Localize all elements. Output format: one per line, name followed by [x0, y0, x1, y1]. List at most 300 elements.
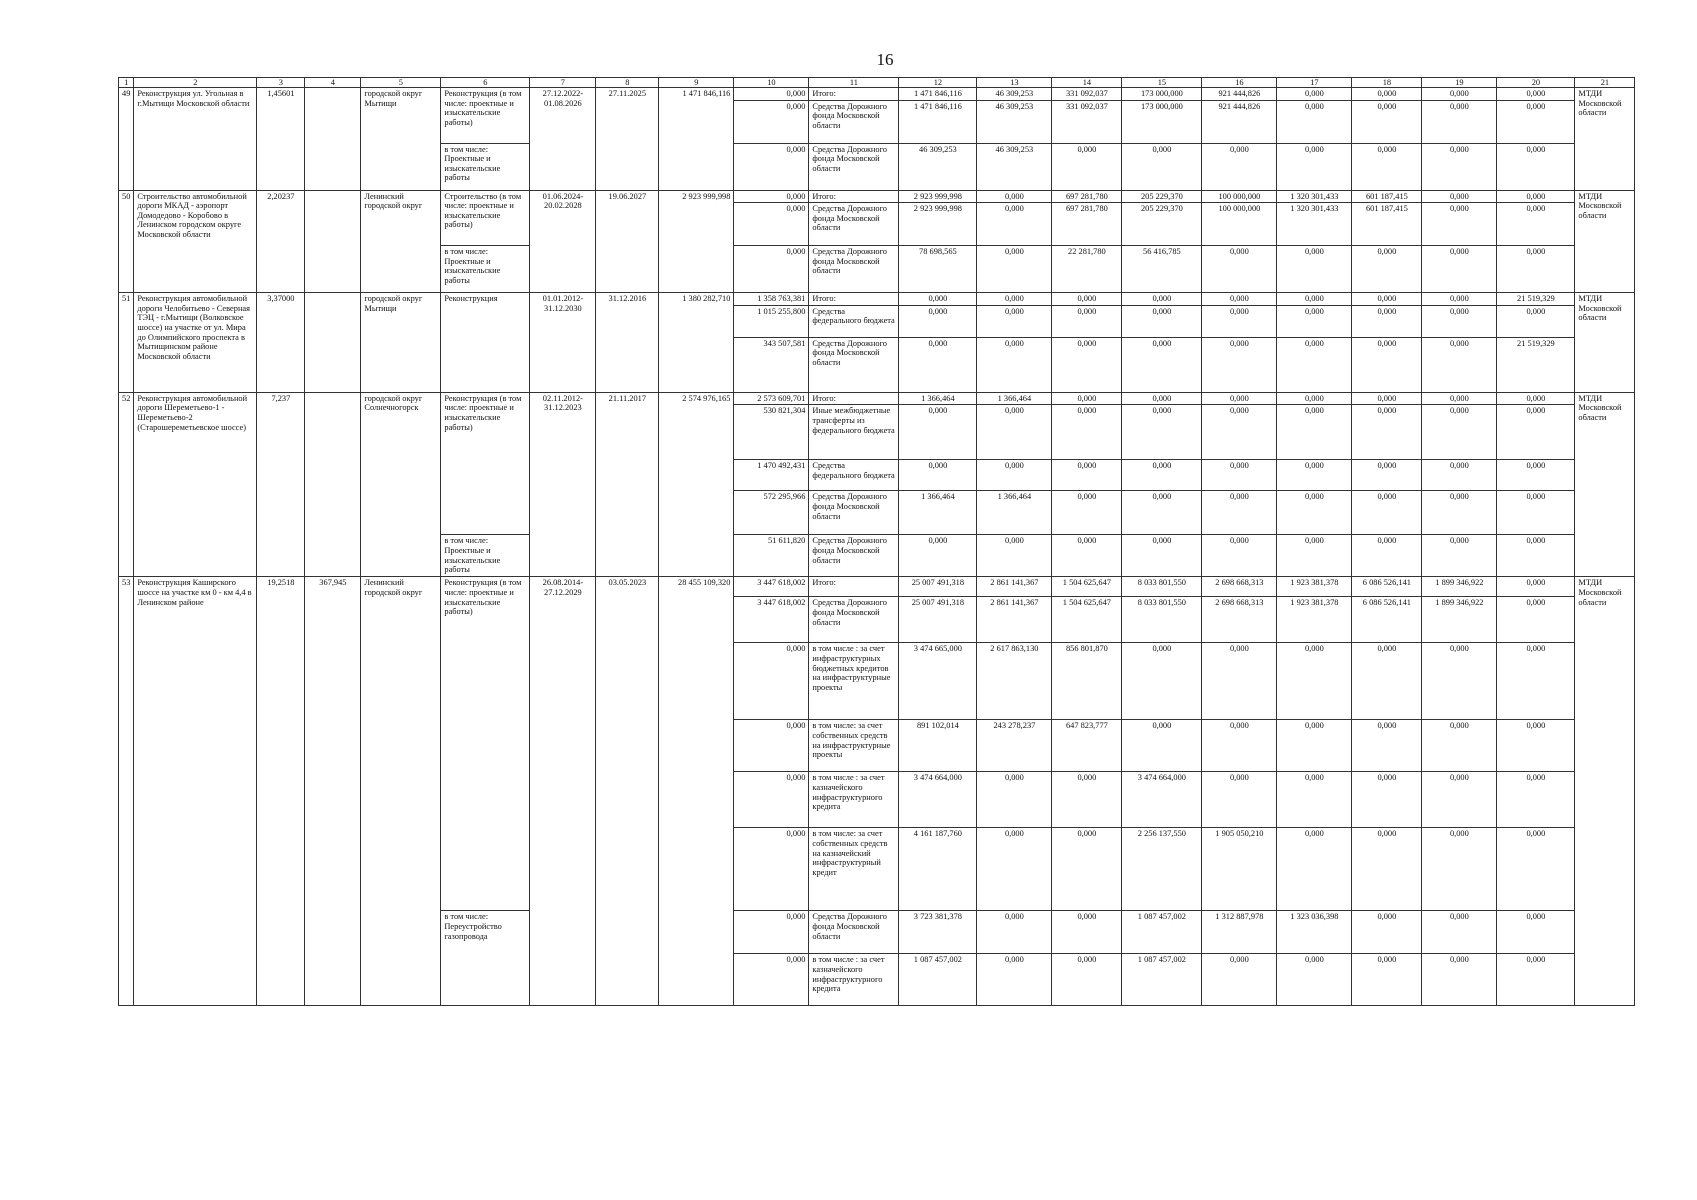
amount-cell: 0,000 — [1277, 491, 1352, 535]
amount-cell: 0,000 — [1422, 203, 1497, 246]
funding-source: Итого: — [809, 190, 899, 203]
investment-table-container — [118, 77, 1635, 1006]
amount-cell: 0,000 — [1497, 535, 1575, 577]
amount-cell: 0,000 — [1202, 392, 1277, 405]
amount-cell: 8 033 801,550 — [1122, 597, 1202, 643]
amount-cell: 0,000 — [1352, 143, 1422, 190]
amount-cell: 1 504 625,647 — [1052, 577, 1122, 597]
amount-cell: 0,000 — [1422, 720, 1497, 772]
amount-cell: 0,000 — [1052, 460, 1122, 491]
amount-cell: 0,000 — [1122, 460, 1202, 491]
deadline: 19.06.2027 — [596, 190, 659, 293]
amount-cell: 0,000 — [1202, 293, 1277, 306]
deadline: 03.05.2023 — [596, 577, 659, 1006]
row-number: 50 — [119, 190, 134, 293]
funded-before: 0,000 — [734, 100, 809, 143]
total-cost: 1 380 282,710 — [659, 293, 734, 393]
amount-cell: 0,000 — [977, 203, 1052, 246]
amount-cell: 1 366,464 — [977, 392, 1052, 405]
funding-source: Средства Дорожного фонда Московской области — [809, 246, 899, 293]
amount-cell: 0,000 — [1202, 772, 1277, 828]
amount-cell: 0,000 — [1202, 491, 1277, 535]
amount-cell: 0,000 — [1497, 100, 1575, 143]
amount-cell: 331 092,037 — [1052, 88, 1122, 101]
funded-before: 0,000 — [734, 720, 809, 772]
table-row — [119, 392, 1635, 405]
amount-cell: 1 923 381,378 — [1277, 597, 1352, 643]
length-value: 2,20237 — [257, 190, 305, 293]
amount-cell: 2 256 137,550 — [1122, 828, 1202, 911]
amount-cell: 1 905 050,210 — [1202, 828, 1277, 911]
amount-cell: 0,000 — [1277, 460, 1352, 491]
funded-before: 1 470 492,431 — [734, 460, 809, 491]
amount-cell: 0,000 — [1422, 100, 1497, 143]
amount-cell: 0,000 — [1422, 535, 1497, 577]
work-type: Реконструкция (в том числе: проектные и изыскательские работы) — [441, 577, 530, 911]
work-type-sub: в том числе: Переустройство газопровода — [441, 911, 530, 1006]
amount-cell: 0,000 — [1352, 720, 1422, 772]
funded-before: 1 015 255,800 — [734, 305, 809, 337]
column-header: 6 — [441, 78, 530, 88]
amount-cell: 0,000 — [1052, 143, 1122, 190]
amount-cell: 856 801,870 — [1052, 643, 1122, 720]
amount-cell: 0,000 — [977, 190, 1052, 203]
amount-cell: 0,000 — [977, 954, 1052, 1006]
amount-cell: 0,000 — [1052, 828, 1122, 911]
amount-cell: 0,000 — [977, 305, 1052, 337]
funded-before: 0,000 — [734, 828, 809, 911]
amount-cell: 1 320 301,433 — [1277, 190, 1352, 203]
amount-cell: 0,000 — [1277, 720, 1352, 772]
amount-cell: 2 923 999,998 — [899, 190, 977, 203]
table-row — [119, 88, 1635, 101]
amount-cell: 1 323 036,398 — [1277, 911, 1352, 954]
amount-cell: 78 698,565 — [899, 246, 977, 293]
column-number-row — [119, 78, 1635, 88]
amount-cell: 0,000 — [1277, 337, 1352, 392]
amount-cell: 3 474 665,000 — [899, 643, 977, 720]
amount-cell: 0,000 — [977, 293, 1052, 306]
funded-before: 0,000 — [734, 954, 809, 1006]
amount-cell: 0,000 — [1422, 88, 1497, 101]
amount-cell: 0,000 — [1052, 305, 1122, 337]
object-name: Реконструкция автомобильной дороги Шереметьево-1 - Шереметьево-2 (Старошереметьевское шоссе) — [134, 392, 257, 577]
amount-cell: 0,000 — [1052, 392, 1122, 405]
amount-cell: 1 366,464 — [899, 491, 977, 535]
amount-cell: 173 000,000 — [1122, 88, 1202, 101]
total-cost: 28 455 109,320 — [659, 577, 734, 1006]
amount-cell: 205 229,370 — [1122, 203, 1202, 246]
area-value — [305, 88, 361, 191]
column-header: 13 — [977, 78, 1052, 88]
row-number: 49 — [119, 88, 134, 191]
length-value: 3,37000 — [257, 293, 305, 393]
amount-cell: 0,000 — [1497, 643, 1575, 720]
amount-cell: 891 102,014 — [899, 720, 977, 772]
amount-cell: 21 519,329 — [1497, 337, 1575, 392]
funding-source: Средства Дорожного фонда Московской области — [809, 491, 899, 535]
column-header: 16 — [1202, 78, 1277, 88]
funding-source: в том числе : за счет казначейского инфраструктурного кредита — [809, 772, 899, 828]
amount-cell: 0,000 — [1277, 772, 1352, 828]
amount-cell: 0,000 — [1422, 305, 1497, 337]
amount-cell: 1 899 346,922 — [1422, 577, 1497, 597]
amount-cell: 0,000 — [1122, 305, 1202, 337]
amount-cell: 0,000 — [1122, 491, 1202, 535]
amount-cell: 0,000 — [1052, 491, 1122, 535]
column-header: 7 — [530, 78, 596, 88]
amount-cell: 0,000 — [1422, 190, 1497, 203]
work-type: Реконструкция — [441, 293, 530, 393]
column-header: 11 — [809, 78, 899, 88]
amount-cell: 0,000 — [899, 405, 977, 460]
amount-cell: 0,000 — [1202, 643, 1277, 720]
amount-cell: 0,000 — [1422, 143, 1497, 190]
amount-cell: 0,000 — [1052, 911, 1122, 954]
amount-cell: 0,000 — [1352, 88, 1422, 101]
amount-cell: 0,000 — [1122, 720, 1202, 772]
amount-cell: 0,000 — [1497, 460, 1575, 491]
amount-cell: 0,000 — [1422, 643, 1497, 720]
amount-cell: 0,000 — [1352, 392, 1422, 405]
column-header: 12 — [899, 78, 977, 88]
amount-cell: 2 923 999,998 — [899, 203, 977, 246]
amount-cell: 0,000 — [1497, 246, 1575, 293]
amount-cell: 6 086 526,141 — [1352, 597, 1422, 643]
amount-cell: 0,000 — [977, 535, 1052, 577]
funding-source: в том числе: за счет собственных средств на инфраструктурные проекты — [809, 720, 899, 772]
amount-cell: 0,000 — [1202, 305, 1277, 337]
funding-source: в том числе : за счет инфраструктурных бюджетных кредитов на инфраструктурные проекты — [809, 643, 899, 720]
amount-cell: 0,000 — [1052, 337, 1122, 392]
amount-cell: 0,000 — [1352, 405, 1422, 460]
amount-cell: 1 471 846,116 — [899, 88, 977, 101]
funding-source: Средства Дорожного фонда Московской области — [809, 911, 899, 954]
page-number: 16 — [876, 50, 894, 69]
amount-cell: 331 092,037 — [1052, 100, 1122, 143]
amount-cell: 0,000 — [1422, 293, 1497, 306]
row-number: 52 — [119, 392, 134, 577]
funded-before: 51 611,820 — [734, 535, 809, 577]
amount-cell: 0,000 — [1202, 405, 1277, 460]
amount-cell: 0,000 — [1422, 911, 1497, 954]
funding-source: Итого: — [809, 88, 899, 101]
column-header: 5 — [361, 78, 441, 88]
funded-before: 572 295,966 — [734, 491, 809, 535]
amount-cell: 0,000 — [1352, 535, 1422, 577]
funded-before: 2 573 609,701 — [734, 392, 809, 405]
object-name: Реконструкция Каширского шоссе на участке км 0 - км 4,4 в Ленинском районе — [134, 577, 257, 1006]
amount-cell: 0,000 — [1352, 246, 1422, 293]
amount-cell: 1 471 846,116 — [899, 100, 977, 143]
object-name: Строительство автомобильной дороги МКАД - аэропорт Домодедово - Коробово в Ленинском городском округе Московской области — [134, 190, 257, 293]
amount-cell: 0,000 — [977, 828, 1052, 911]
funded-before: 0,000 — [734, 772, 809, 828]
amount-cell: 0,000 — [1497, 491, 1575, 535]
amount-cell: 0,000 — [1277, 405, 1352, 460]
amount-cell: 4 161 187,760 — [899, 828, 977, 911]
funding-source: Средства федерального бюджета — [809, 460, 899, 491]
amount-cell: 0,000 — [1202, 954, 1277, 1006]
amount-cell: 0,000 — [1352, 954, 1422, 1006]
column-header: 10 — [734, 78, 809, 88]
funded-before: 0,000 — [734, 143, 809, 190]
amount-cell: 0,000 — [1277, 828, 1352, 911]
funded-before: 0,000 — [734, 246, 809, 293]
amount-cell: 0,000 — [1497, 954, 1575, 1006]
amount-cell: 0,000 — [1202, 460, 1277, 491]
work-type-sub: в том числе: Проектные и изыскательские работы — [441, 535, 530, 577]
table-row — [119, 293, 1635, 306]
amount-cell: 0,000 — [1202, 246, 1277, 293]
deadline: 27.11.2025 — [596, 88, 659, 191]
funded-before: 3 447 618,002 — [734, 597, 809, 643]
row-number: 51 — [119, 293, 134, 393]
amount-cell: 0,000 — [1277, 246, 1352, 293]
work-type: Строительство (в том числе: проектные и изыскательские работы) — [441, 190, 530, 246]
area-value — [305, 392, 361, 577]
row-number: 53 — [119, 577, 134, 1006]
object-name: Реконструкция ул. Угольная в г.Мытищи Московской области — [134, 88, 257, 191]
amount-cell: 0,000 — [1122, 392, 1202, 405]
amount-cell: 0,000 — [1352, 305, 1422, 337]
period: 26.08.2014-27.12.2029 — [530, 577, 596, 1006]
column-header: 3 — [257, 78, 305, 88]
amount-cell: 601 187,415 — [1352, 203, 1422, 246]
amount-cell: 0,000 — [1277, 954, 1352, 1006]
amount-cell: 0,000 — [1497, 190, 1575, 203]
amount-cell: 22 281,780 — [1052, 246, 1122, 293]
column-header: 4 — [305, 78, 361, 88]
work-type-sub: в том числе: Проектные и изыскательские работы — [441, 143, 530, 190]
amount-cell: 0,000 — [1277, 305, 1352, 337]
amount-cell: 0,000 — [899, 305, 977, 337]
amount-cell: 0,000 — [1202, 535, 1277, 577]
area-value: 367,945 — [305, 577, 361, 1006]
amount-cell: 0,000 — [1497, 597, 1575, 643]
amount-cell: 0,000 — [1277, 293, 1352, 306]
length-value: 19,2518 — [257, 577, 305, 1006]
amount-cell: 0,000 — [1352, 643, 1422, 720]
column-header: 19 — [1422, 78, 1497, 88]
amount-cell: 0,000 — [1122, 143, 1202, 190]
column-header: 1 — [119, 78, 134, 88]
funded-before: 0,000 — [734, 203, 809, 246]
amount-cell: 0,000 — [1422, 392, 1497, 405]
amount-cell: 3 474 664,000 — [899, 772, 977, 828]
period: 27.12.2022-01.08.2026 — [530, 88, 596, 191]
investment-table — [118, 77, 1635, 1006]
funding-source: Средства Дорожного фонда Московской области — [809, 203, 899, 246]
amount-cell: 6 086 526,141 — [1352, 577, 1422, 597]
amount-cell: 0,000 — [977, 405, 1052, 460]
funding-source: Средства Дорожного фонда Московской области — [809, 143, 899, 190]
amount-cell: 0,000 — [1497, 305, 1575, 337]
period: 01.06.2024-20.02.2028 — [530, 190, 596, 293]
funded-before: 0,000 — [734, 190, 809, 203]
total-cost: 1 471 846,116 — [659, 88, 734, 191]
amount-cell: 0,000 — [1277, 643, 1352, 720]
amount-cell: 0,000 — [1122, 337, 1202, 392]
territory: Ленинский городской округ — [361, 190, 441, 293]
total-cost: 2 574 976,165 — [659, 392, 734, 577]
column-header: 9 — [659, 78, 734, 88]
amount-cell: 0,000 — [1122, 293, 1202, 306]
funded-before: 343 507,581 — [734, 337, 809, 392]
amount-cell: 1 320 301,433 — [1277, 203, 1352, 246]
amount-cell: 3 474 664,000 — [1122, 772, 1202, 828]
deadline: 31.12.2016 — [596, 293, 659, 393]
funding-source: Средства федерального бюджета — [809, 305, 899, 337]
amount-cell: 0,000 — [1422, 954, 1497, 1006]
customer: МТДИ Московской области — [1575, 88, 1635, 191]
amount-cell: 0,000 — [1052, 535, 1122, 577]
amount-cell: 0,000 — [1422, 246, 1497, 293]
amount-cell: 647 823,777 — [1052, 720, 1122, 772]
funded-before: 1 358 763,381 — [734, 293, 809, 306]
amount-cell: 0,000 — [1352, 828, 1422, 911]
work-type-sub: в том числе: Проектные и изыскательские работы — [441, 246, 530, 293]
area-value — [305, 293, 361, 393]
column-header: 18 — [1352, 78, 1422, 88]
amount-cell: 46 309,253 — [977, 88, 1052, 101]
area-value — [305, 190, 361, 293]
amount-cell: 25 007 491,318 — [899, 577, 977, 597]
amount-cell: 0,000 — [899, 337, 977, 392]
amount-cell: 0,000 — [1122, 535, 1202, 577]
funding-source: Итого: — [809, 577, 899, 597]
funding-source: в том числе: за счет собственных средств на казначейский инфраструктурный кредит — [809, 828, 899, 911]
amount-cell: 1 087 457,002 — [1122, 911, 1202, 954]
amount-cell: 0,000 — [1052, 293, 1122, 306]
amount-cell: 1 312 887,978 — [1202, 911, 1277, 954]
amount-cell: 921 444,826 — [1202, 100, 1277, 143]
amount-cell: 0,000 — [1352, 491, 1422, 535]
column-header: 17 — [1277, 78, 1352, 88]
period: 01.01.2012-31.12.2030 — [530, 293, 596, 393]
amount-cell: 0,000 — [1422, 337, 1497, 392]
amount-cell: 0,000 — [1122, 405, 1202, 460]
customer: МТДИ Московской области — [1575, 392, 1635, 577]
amount-cell: 0,000 — [899, 460, 977, 491]
amount-cell: 0,000 — [977, 911, 1052, 954]
amount-cell: 46 309,253 — [977, 100, 1052, 143]
amount-cell: 0,000 — [1422, 405, 1497, 460]
amount-cell: 0,000 — [1422, 772, 1497, 828]
amount-cell: 0,000 — [1052, 772, 1122, 828]
amount-cell: 0,000 — [1277, 392, 1352, 405]
amount-cell: 0,000 — [1497, 88, 1575, 101]
amount-cell: 205 229,370 — [1122, 190, 1202, 203]
funding-source: Средства Дорожного фонда Московской области — [809, 535, 899, 577]
amount-cell: 0,000 — [977, 246, 1052, 293]
amount-cell: 0,000 — [1497, 772, 1575, 828]
amount-cell: 1 504 625,647 — [1052, 597, 1122, 643]
column-header: 8 — [596, 78, 659, 88]
amount-cell: 0,000 — [1497, 405, 1575, 460]
amount-cell: 1 087 457,002 — [1122, 954, 1202, 1006]
territory: городской округ Мытищи — [361, 293, 441, 393]
amount-cell: 2 861 141,367 — [977, 577, 1052, 597]
amount-cell: 0,000 — [1497, 720, 1575, 772]
amount-cell: 0,000 — [899, 535, 977, 577]
amount-cell: 1 366,464 — [977, 491, 1052, 535]
column-header: 15 — [1122, 78, 1202, 88]
total-cost: 2 923 999,998 — [659, 190, 734, 293]
amount-cell: 8 033 801,550 — [1122, 577, 1202, 597]
territory: Ленинский городской округ — [361, 577, 441, 1006]
amount-cell: 46 309,253 — [899, 143, 977, 190]
amount-cell: 0,000 — [1497, 392, 1575, 405]
length-value: 1,45601 — [257, 88, 305, 191]
amount-cell: 0,000 — [1202, 337, 1277, 392]
funded-before: 0,000 — [734, 643, 809, 720]
territory: городской округ Мытищи — [361, 88, 441, 191]
territory: городской округ Солнечногорск — [361, 392, 441, 577]
amount-cell: 0,000 — [1497, 828, 1575, 911]
amount-cell: 0,000 — [1422, 491, 1497, 535]
table-row — [119, 577, 1635, 597]
amount-cell: 0,000 — [1497, 143, 1575, 190]
amount-cell: 1 899 346,922 — [1422, 597, 1497, 643]
amount-cell: 1 087 457,002 — [899, 954, 977, 1006]
amount-cell: 0,000 — [1202, 720, 1277, 772]
funded-before: 3 447 618,002 — [734, 577, 809, 597]
customer: МТДИ Московской области — [1575, 577, 1635, 1006]
amount-cell: 0,000 — [1277, 88, 1352, 101]
amount-cell: 243 278,237 — [977, 720, 1052, 772]
funding-source: Итого: — [809, 392, 899, 405]
amount-cell: 0,000 — [1352, 337, 1422, 392]
amount-cell: 0,000 — [1422, 460, 1497, 491]
table-body — [119, 88, 1635, 1006]
funded-before: 530 821,304 — [734, 405, 809, 460]
funding-source: в том числе : за счет казначейского инфраструктурного кредита — [809, 954, 899, 1006]
amount-cell: 100 000,000 — [1202, 190, 1277, 203]
amount-cell: 0,000 — [977, 337, 1052, 392]
amount-cell: 0,000 — [1202, 143, 1277, 190]
amount-cell: 0,000 — [1277, 100, 1352, 143]
column-header: 2 — [134, 78, 257, 88]
funded-before: 0,000 — [734, 88, 809, 101]
amount-cell: 173 000,000 — [1122, 100, 1202, 143]
customer: МТДИ Московской области — [1575, 293, 1635, 393]
amount-cell: 2 617 863,130 — [977, 643, 1052, 720]
funded-before: 0,000 — [734, 911, 809, 954]
customer: МТДИ Московской области — [1575, 190, 1635, 293]
amount-cell: 0,000 — [1352, 911, 1422, 954]
funding-source: Средства Дорожного фонда Московской области — [809, 597, 899, 643]
column-header: 21 — [1575, 78, 1635, 88]
work-type: Реконструкция (в том числе: проектные и изыскательские работы) — [441, 88, 530, 144]
amount-cell: 0,000 — [1122, 643, 1202, 720]
amount-cell: 25 007 491,318 — [899, 597, 977, 643]
funding-source: Итого: — [809, 293, 899, 306]
funding-source: Иные межбюджетные трансферты из федерального бюджета — [809, 405, 899, 460]
work-type: Реконструкция (в том числе: проектные и изыскательские работы) — [441, 392, 530, 535]
amount-cell: 100 000,000 — [1202, 203, 1277, 246]
funding-source: Средства Дорожного фонда Московской области — [809, 100, 899, 143]
amount-cell: 0,000 — [1277, 535, 1352, 577]
amount-cell: 46 309,253 — [977, 143, 1052, 190]
amount-cell: 1 923 381,378 — [1277, 577, 1352, 597]
amount-cell: 2 698 668,313 — [1202, 577, 1277, 597]
amount-cell: 601 187,415 — [1352, 190, 1422, 203]
amount-cell: 0,000 — [1052, 405, 1122, 460]
amount-cell: 2 861 141,367 — [977, 597, 1052, 643]
column-header: 20 — [1497, 78, 1575, 88]
period: 02.11.2012-31.12.2023 — [530, 392, 596, 577]
